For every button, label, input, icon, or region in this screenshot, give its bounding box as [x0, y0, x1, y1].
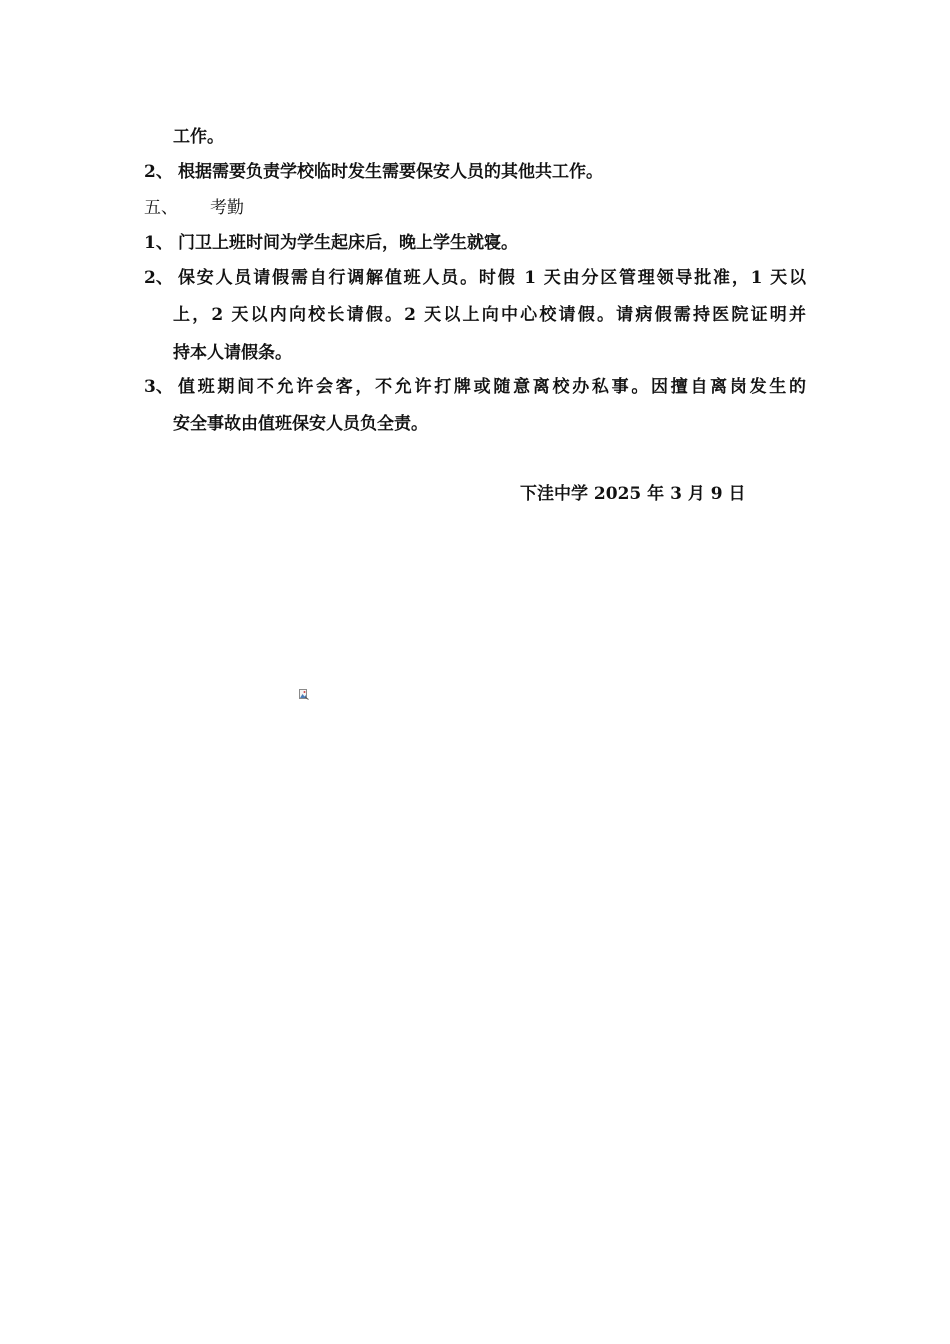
attendance-item-text: 保安人员请假需自行调解值班人员。时假 1 天由分区管理领导批准，1 天以	[178, 268, 806, 288]
section-number: 五、	[144, 198, 178, 218]
attendance-item-text-continued: 安全事故由值班保安人员负全责。	[173, 414, 428, 434]
attendance-item-text: 值班期间不允许会客，不允许打牌或随意离校办私事。因擅自离岗发生的	[178, 377, 806, 397]
section-title: 考勤	[210, 198, 244, 218]
continuation-line: 工作。	[173, 127, 224, 147]
item-text: 根据需要负责学校临时发生需要保安人员的其他共工作。	[178, 162, 603, 182]
item-number: 2、	[144, 162, 173, 182]
signature-date: 下洼中学 2025 年 3 月 9 日	[520, 484, 746, 504]
attendance-item-number: 3、	[144, 377, 173, 397]
attendance-item-number: 1、	[144, 233, 173, 253]
broken-image-icon	[299, 689, 309, 700]
attendance-item-text-continued: 持本人请假条。	[173, 343, 292, 363]
attendance-item-number: 2、	[144, 268, 173, 288]
attendance-item-text-continued: 上，2 天以内向校长请假。2 天以上向中心校请假。请病假需持医院证明并	[173, 305, 806, 325]
attendance-item-text: 门卫上班时间为学生起床后，晚上学生就寝。	[178, 233, 518, 253]
